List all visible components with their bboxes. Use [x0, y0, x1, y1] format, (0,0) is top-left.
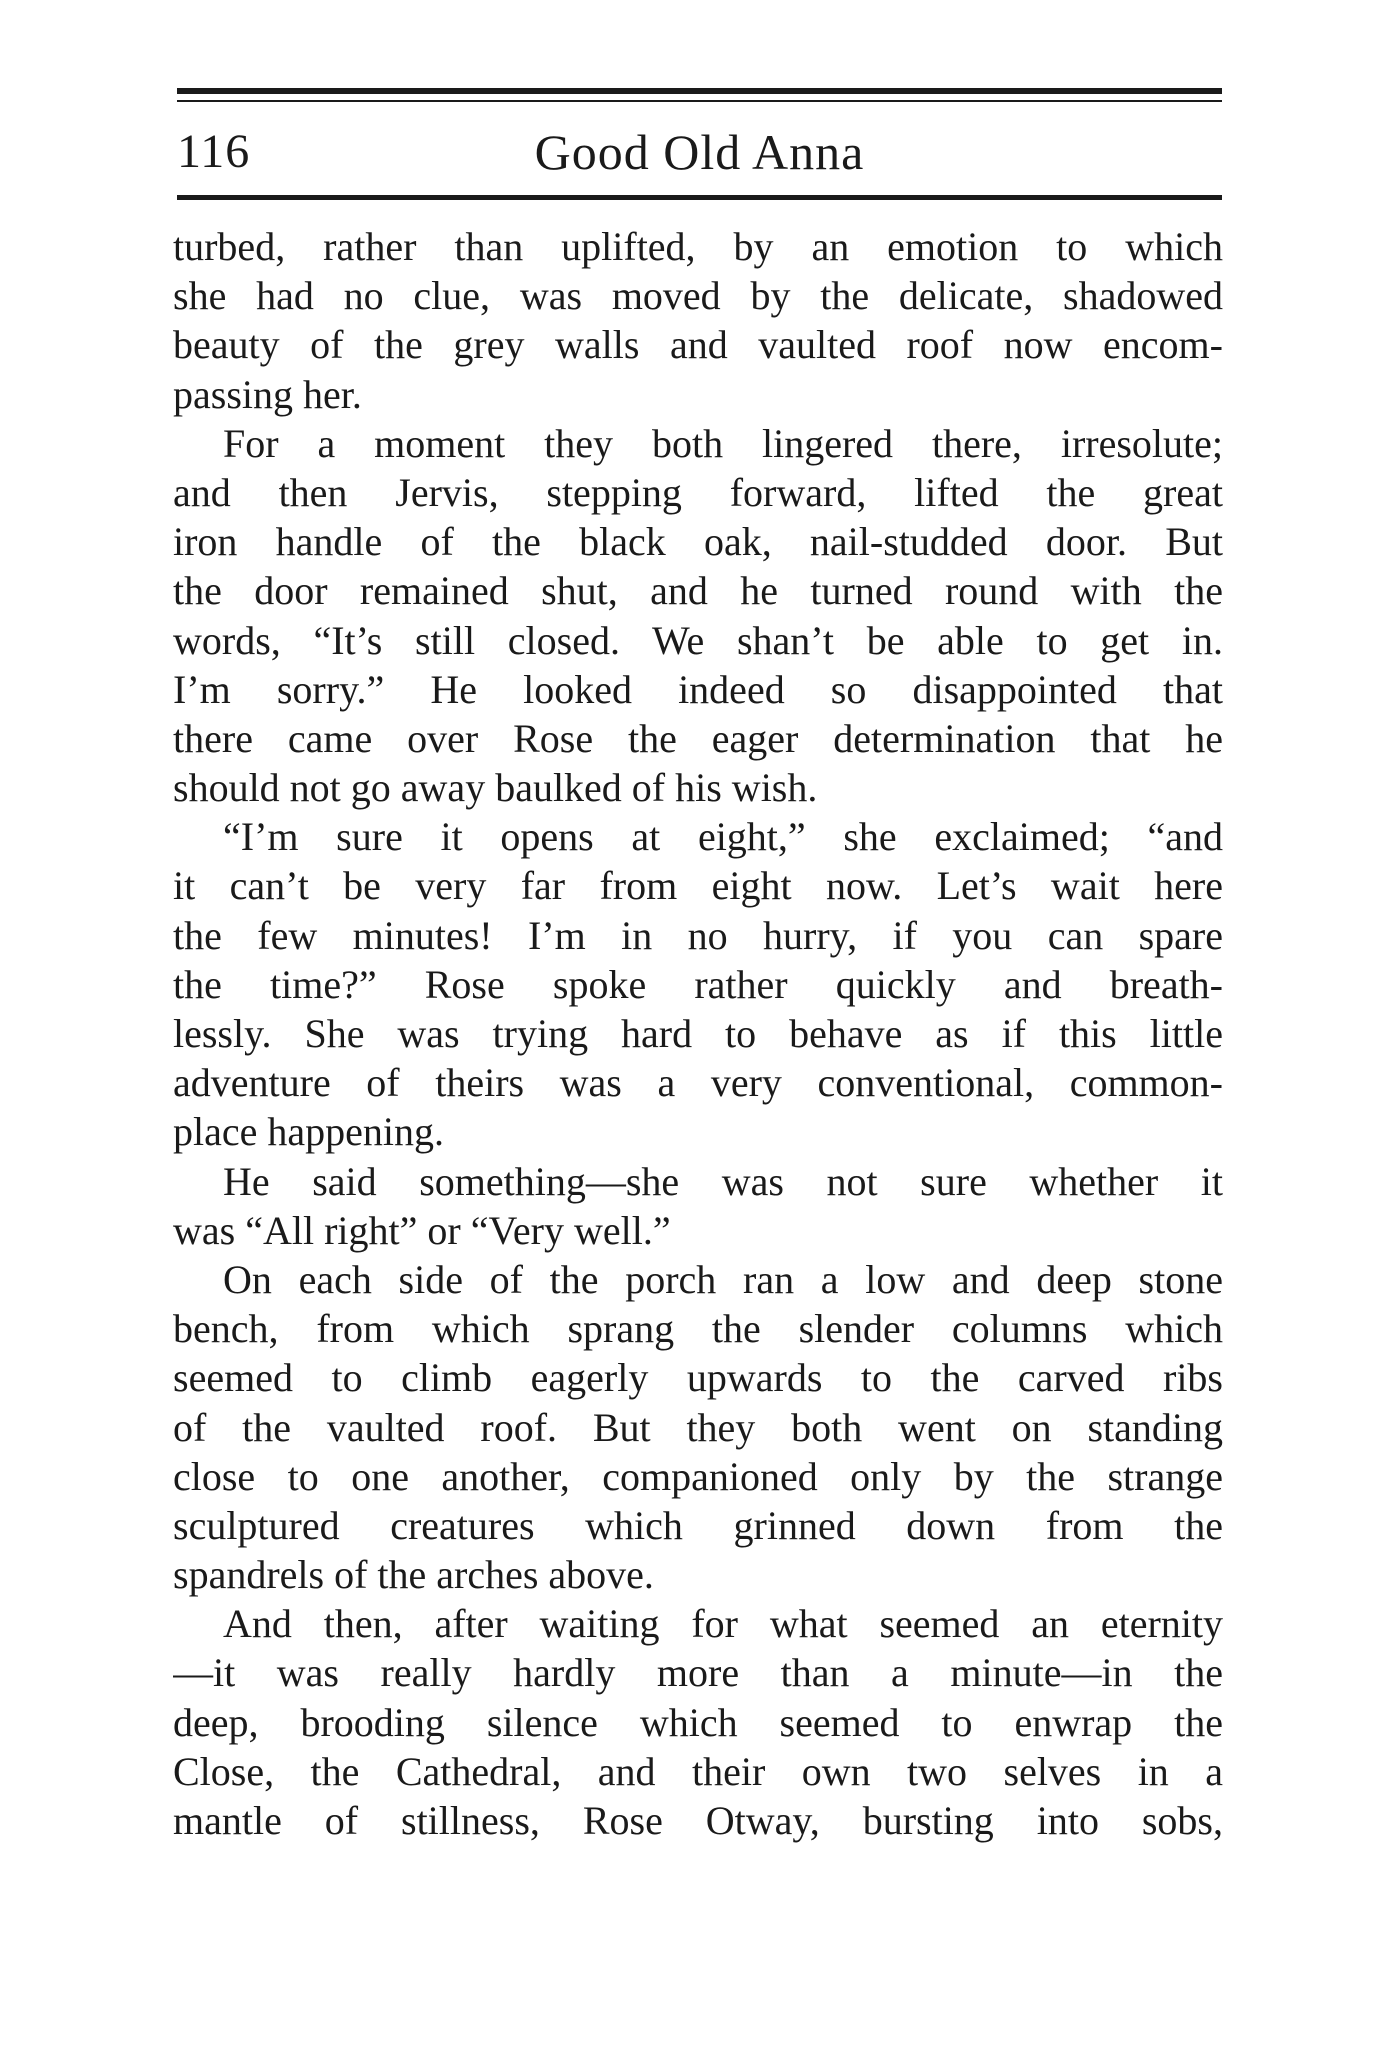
text-line: the few minutes! I’m in no hurry, if you can spare — [173, 912, 1223, 958]
text-line: deep, brooding silence which seemed to enwrap the — [173, 1699, 1223, 1745]
text-line: should not go away baulked of his wish. — [173, 765, 818, 811]
body-text — [173, 222, 1223, 1845]
paragraph-start-line: On each side of the porch ran a low and deep stone — [223, 1256, 1223, 1302]
text-line: was “All right” or “Very well.” — [173, 1207, 671, 1253]
text-line: and then Jervis, stepping forward, lifted the great — [173, 469, 1223, 515]
text-line: —it was really hardly more than a minute—in the — [173, 1650, 1223, 1696]
text-line: spandrels of the arches above. — [173, 1552, 654, 1598]
header-rule-thin — [177, 100, 1222, 102]
text-line: the time?” Rose spoke rather quickly and breath- — [173, 961, 1223, 1007]
text-line: seemed to climb eagerly upwards to the carved ribs — [173, 1355, 1223, 1401]
header-rule-bottom — [177, 195, 1222, 200]
text-line: passing her. — [173, 371, 362, 417]
text-line: sculptured creatures which grinned down from the — [173, 1502, 1223, 1548]
text-line: adventure of theirs was a very conventional, common- — [173, 1060, 1223, 1106]
text-line: lessly. She was trying hard to behave as if this little — [173, 1011, 1223, 1056]
book-title: Good Old Anna — [534, 124, 865, 180]
text-line: Close, the Cathedral, and their own two selves in a — [173, 1748, 1223, 1794]
paragraph-start-line: For a moment they both lingered there, irresolute; — [223, 420, 1223, 466]
text-line: iron handle of the black oak, nail-studded door. But — [173, 519, 1223, 565]
text-line: turbed, rather than uplifted, by an emotion to which — [173, 224, 1223, 269]
paragraph-start-line: “I’m sure it opens at eight,” she exclaimed; “and — [223, 814, 1223, 860]
text-line: bench, from which sprang the slender columns which — [173, 1306, 1223, 1352]
text-line: place happening. — [173, 1109, 444, 1155]
text-line: beauty of the grey walls and vaulted roof now encom- — [173, 322, 1223, 368]
text-line: the door remained shut, and he turned round with the — [173, 568, 1223, 614]
page-number: 116 — [177, 125, 251, 178]
running-head — [177, 118, 1222, 186]
text-line: words, “It’s still closed. We shan’t be able to get in. — [173, 617, 1223, 663]
text-line: mantle of stillness, Rose Otway, bursting into sobs, — [173, 1798, 1223, 1843]
header-rule-thick — [177, 88, 1222, 94]
paragraph-start-line: He said something—she was not sure whether it — [223, 1158, 1223, 1204]
text-line: she had no clue, was moved by the delicate, shadowed — [173, 273, 1223, 319]
text-line: there came over Rose the eager determination that he — [173, 715, 1223, 761]
text-line: close to one another, companioned only by the strange — [173, 1453, 1223, 1499]
text-line: I’m sorry.” He looked indeed so disappointed that — [173, 666, 1223, 712]
paragraph-start-line: And then, after waiting for what seemed an eternity — [223, 1601, 1223, 1647]
text-line: it can’t be very far from eight now. Let’s wait here — [173, 863, 1223, 909]
text-line: of the vaulted roof. But they both went on standing — [173, 1404, 1223, 1450]
